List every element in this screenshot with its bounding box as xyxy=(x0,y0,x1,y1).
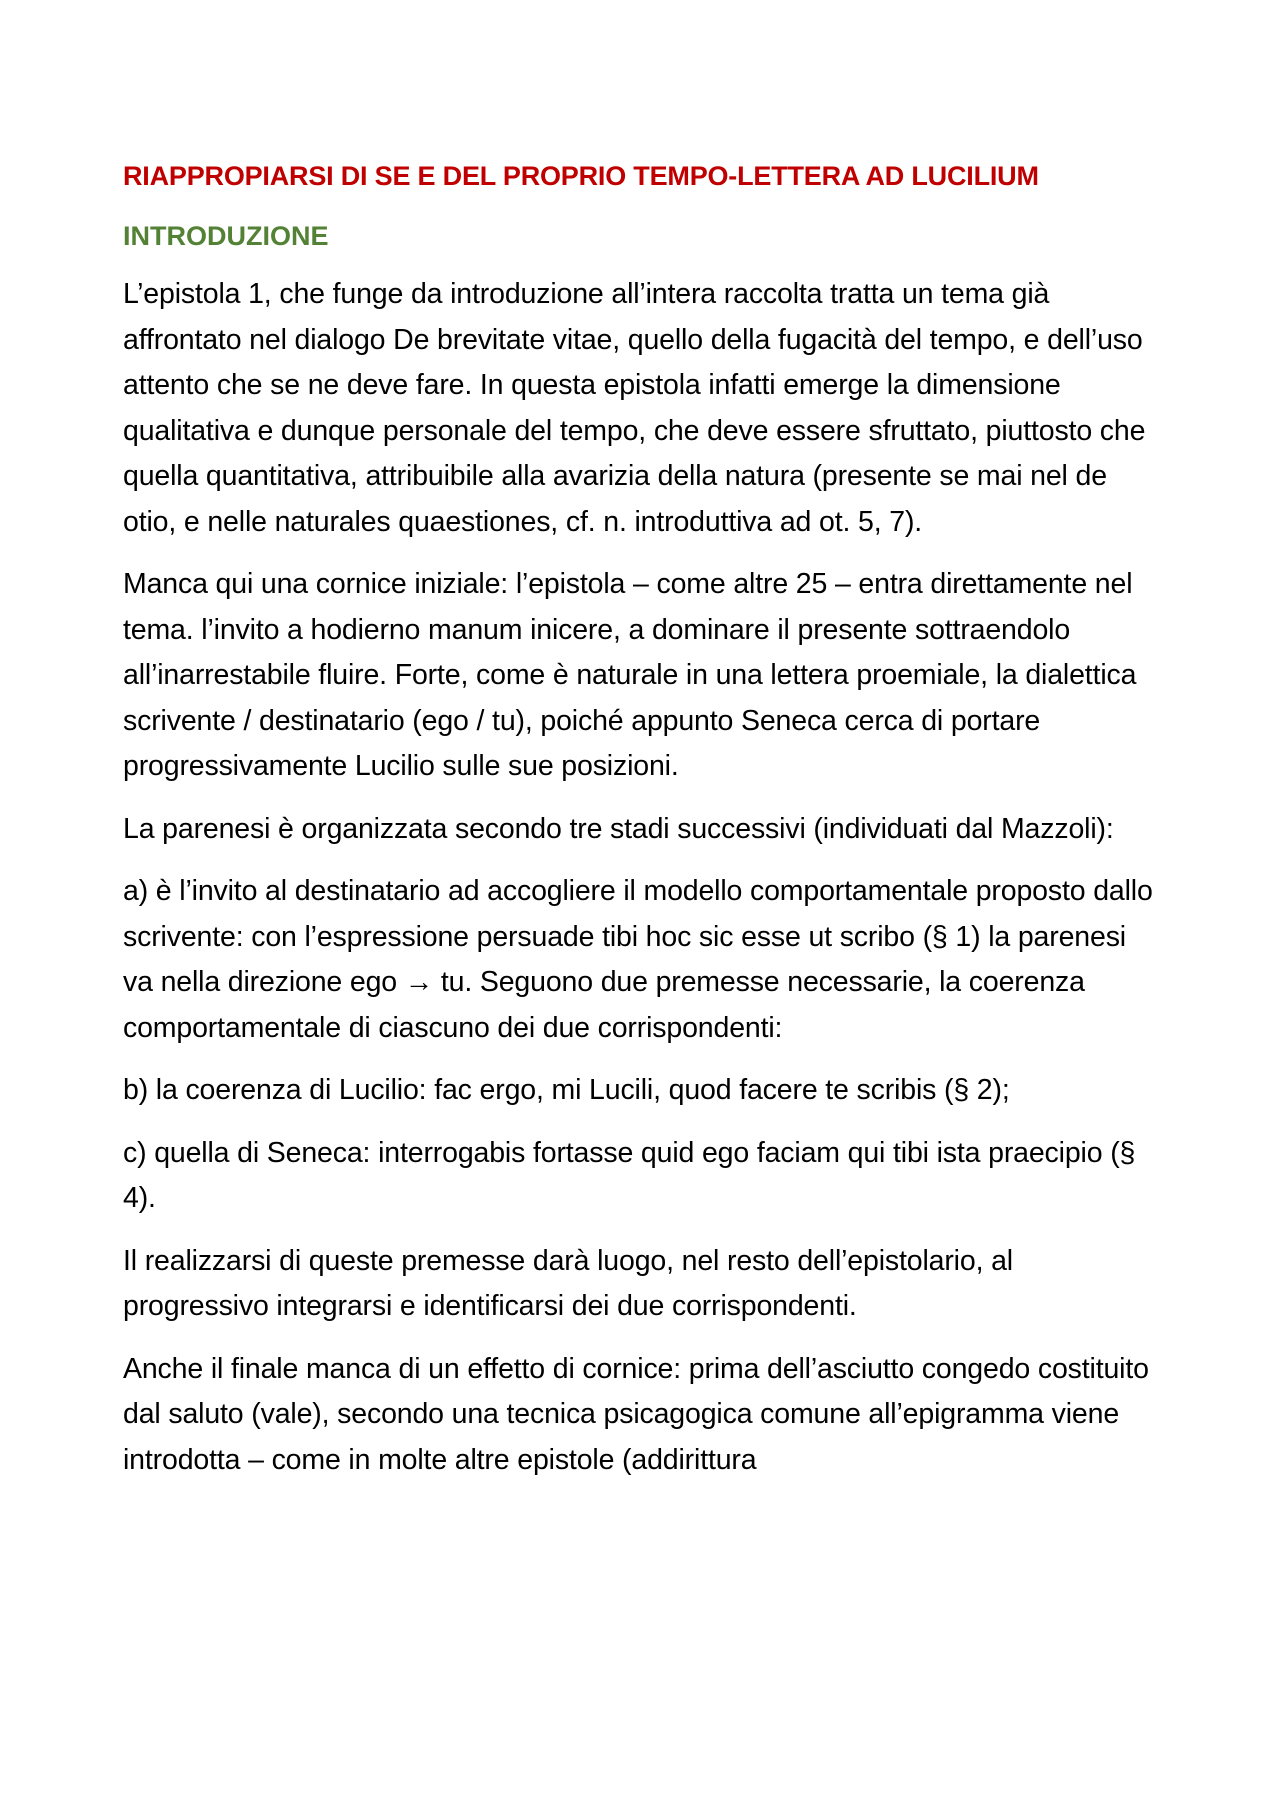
paragraph-4: a) è l’invito al destinatario ad accogliere il modello comportamentale proposto dallo scrivente: con l’espressione persuade tibi hoc sic esse ut scribo (§ 1) la parenesi va nella direzione ego → tu. Seguono due premesse necessarie, la coerenza comportamentale di ciascuno dei due corrispondenti: xyxy=(123,875,1153,1044)
paragraph-3: La parenesi è organizzata secondo tre stadi successivi (individuati dal Mazzoli): xyxy=(123,812,1114,845)
document-page xyxy=(123,158,1163,1500)
section-heading: INTRODUZIONE xyxy=(123,221,329,251)
paragraph-5: b) la coerenza di Lucilio: fac ergo, mi Lucili, quod facere te scribis (§ 2); xyxy=(123,1074,1010,1106)
paragraph-2: Manca qui una cornice iniziale: l’epistola – come altre 25 – entra direttamente nel tema. l’invito a hodierno manum inicere, a dominare il presente sottraendolo all’inarrestabile fluire. Forte, come è naturale in una lettera proemiale, la dialettica scrivente / destinatario (ego / tu), poiché appunto Seneca cerca di portare progressivamente Lucilio sulle sue posizioni. xyxy=(123,568,1137,782)
paragraph-6: c) quella di Seneca: interrogabis fortasse quid ego faciam qui tibi ista praecipio (§ 4). xyxy=(123,1136,1136,1214)
paragraph-1: L’epistola 1, che funge da introduzione all’intera raccolta tratta un tema già affrontato nel dialogo De brevitate vitae, quello della fugacità del tempo, e dell’uso attento che se ne deve fare. In questa epistola infatti emerge la dimensione qualitativa e dunque personale del tempo, che deve essere sfruttato, piuttosto che quella quantitativa, attribuibile alla avarizia della natura (presente se mai nel de otio, e nelle naturales quaestiones, cf. n. introduttiva ad ot. 5, 7). xyxy=(123,278,1146,538)
paragraph-7: Il realizzarsi di queste premesse darà luogo, nel resto dell’epistolario, al progressivo integrarsi e identificarsi dei due corrispondenti. xyxy=(123,1244,1013,1322)
document-title: RIAPPROPIARSI DI SE E DEL PROPRIO TEMPO-LETTERA AD LUCILIUM xyxy=(123,161,1039,191)
paragraph-8: Anche il finale manca di un effetto di cornice: prima dell’asciutto congedo costituito dal saluto (vale), secondo una tecnica psicagogica comune all’epigramma viene introdotta – come in molte altre epistole (addirittura xyxy=(123,1352,1149,1476)
